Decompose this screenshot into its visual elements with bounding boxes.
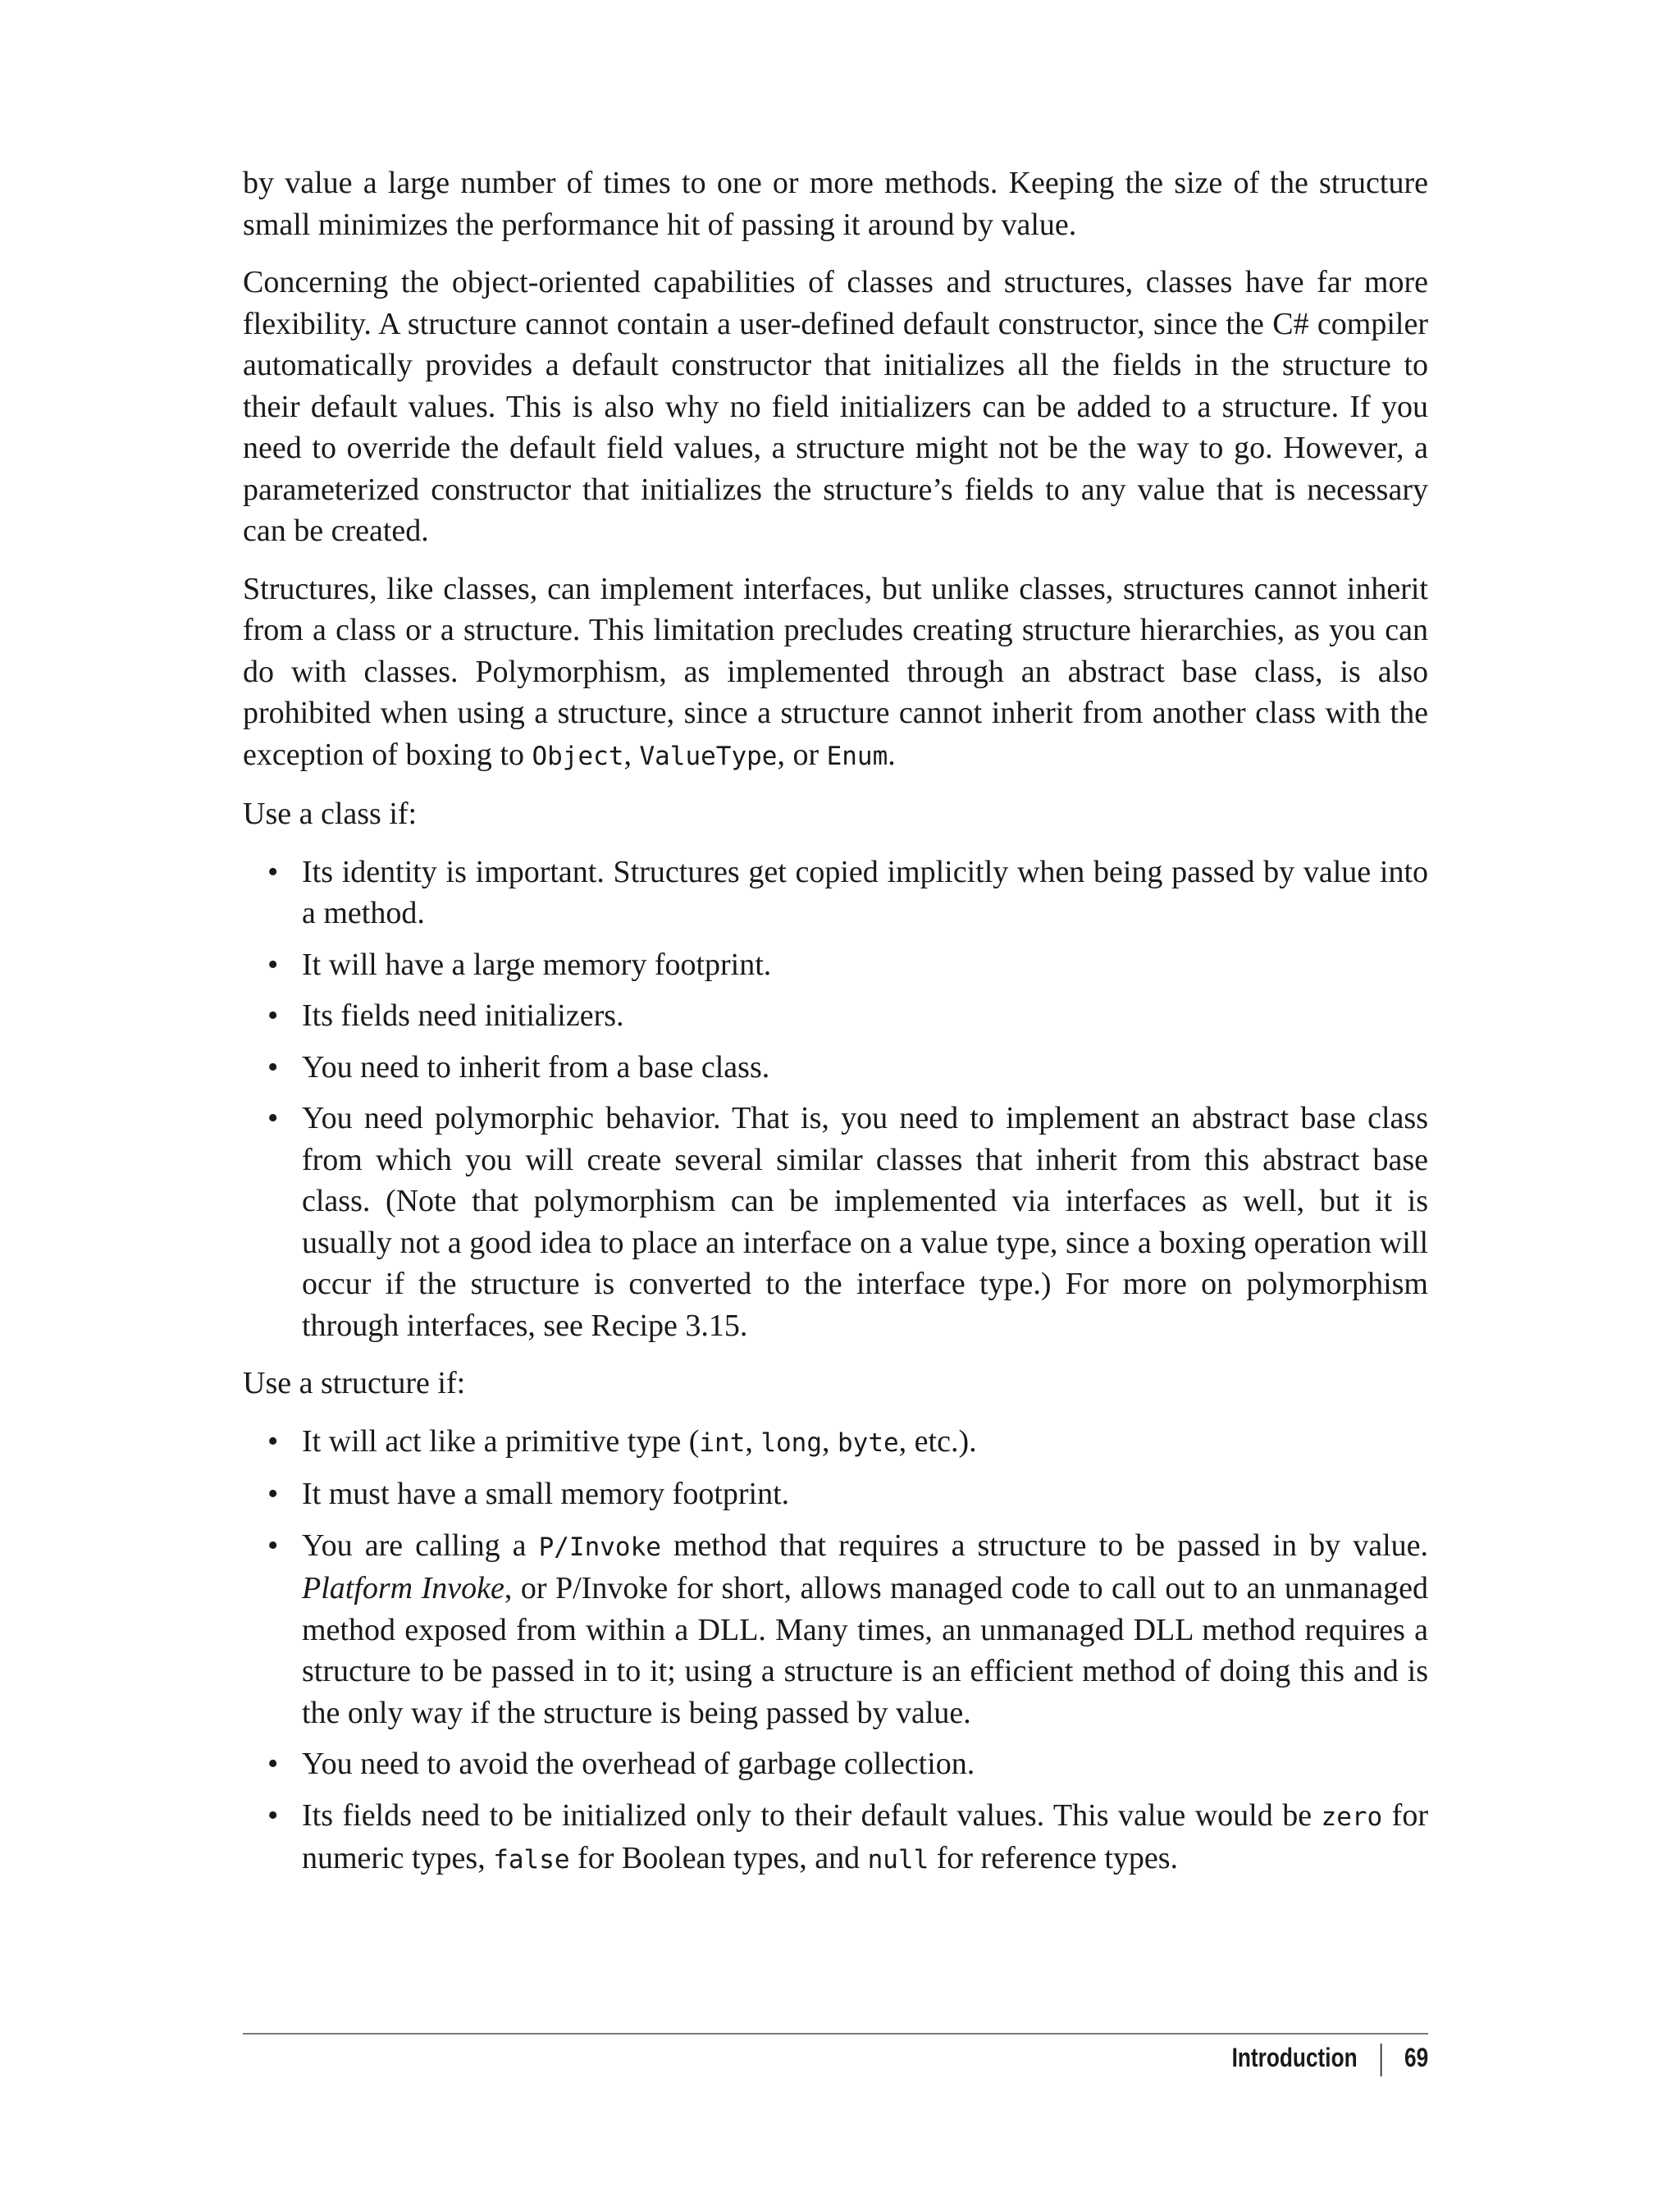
list-item-text: You need polymorphic behavior. That is, you need to implement an abstract base class from which you will create several similar classes that inherit from this abstract base class. (Note that polymorphism can be implemented via interfaces as well, but it is usually not a good idea to place an interface on a value type, since a boxing operation will occur if the structure is converted to the interface type.) For more on polymorphism through interfaces, see Recipe 3.15. <box>302 1101 1428 1343</box>
paragraph-3-text: Structures, like classes, can implement interfaces, but unlike classes, structures cannot inherit from a class or a structure. This limitation precludes creating structure hierarchies, as you can do with classes. Polymorphism, as implemented through an abstract base class, is also prohibited when using a structure, since a structure cannot inherit from another class with the exception of boxing to <box>243 571 1428 772</box>
list-item <box>243 1743 1428 1785</box>
text: You are calling a <box>302 1528 539 1563</box>
footer-separator <box>1380 2044 1381 2076</box>
struct-intro: Use a structure if: <box>243 1366 466 1400</box>
code-object: Object <box>532 741 624 771</box>
list-item <box>243 1473 1428 1515</box>
code-null: null <box>867 1845 929 1875</box>
list-item <box>243 995 1428 1037</box>
term-platform-invoke: Platform Invoke <box>302 1571 504 1605</box>
text: method that requires a structure to be passed in by value. <box>660 1528 1428 1563</box>
text-sep: , <box>822 1423 838 1459</box>
bullet-icon: • <box>267 1423 279 1459</box>
list-item <box>243 944 1428 986</box>
text-end: . <box>888 737 896 772</box>
bullet-icon: • <box>267 947 279 982</box>
list-item-text: Its identity is important. Structures get copied implicitly when being passed by value into a method. <box>302 854 1428 930</box>
class-list <box>243 852 1428 1347</box>
paragraph-2: Concerning the object-oriented capabilities of classes and structures, classes have far more flexibility. A structure cannot contain a user-defined default constructor, since the C# compiler automatically provides a default constructor that initializes all the fields in the structure to their default values. This is also why no field initializers can be added to a structure. If you need to override the default field values, a structure might not be the way to go. However, a parameterized constructor that initializes the structure’s fields to any value that is necessary can be created. <box>243 265 1428 548</box>
paragraph-1: by value a large number of times to one or more methods. Keeping the size of the structure small minimizes the performance hit of passing it around by value. <box>243 166 1428 242</box>
text: for numeric types, <box>302 1797 1428 1875</box>
code-zero: zero <box>1321 1802 1383 1832</box>
text-sep: , <box>623 737 640 772</box>
bullet-icon: • <box>267 1049 279 1085</box>
list-item <box>243 1421 1428 1464</box>
list-item-text: It must have a small memory footprint. <box>302 1477 790 1511</box>
list-item <box>243 1525 1428 1734</box>
text-sep: , <box>745 1423 761 1459</box>
text: for Boolean types, and <box>569 1841 868 1875</box>
text: , or P/Invoke for short, allows managed code to call out to an unmanaged method exposed from within a DLL. Many times, an unmanaged DLL method requires a structure to be passed in to it; using a structure is an efficient method of doing this and is the only way if the structure is being passed by value. <box>302 1571 1428 1730</box>
text: , etc.). <box>898 1423 977 1459</box>
bullet-icon: • <box>267 998 279 1033</box>
bullet-icon: • <box>267 1477 279 1511</box>
bullet-icon: • <box>267 1101 279 1135</box>
footer-rule <box>243 2033 1428 2035</box>
text: Its fields need to be initialized only to their default values. This value would be <box>302 1797 1322 1833</box>
list-item-text: You need to inherit from a base class. <box>302 1049 770 1085</box>
list-item <box>243 852 1428 934</box>
code-pinvoke: P/Invoke <box>538 1532 661 1562</box>
text: It will act like a primitive type ( <box>302 1423 700 1459</box>
text-sep: , or <box>777 737 827 772</box>
bullet-icon: • <box>267 1747 279 1781</box>
bullet-icon: • <box>267 1528 279 1563</box>
list-item-text: It will have a large memory footprint. <box>302 947 772 982</box>
footer-section-title: Introduction <box>1231 2043 1358 2072</box>
code-false: false <box>493 1845 570 1875</box>
page-body <box>243 162 1428 1898</box>
list-item <box>243 1795 1428 1881</box>
code-byte: byte <box>838 1427 899 1458</box>
code-long: long <box>760 1427 823 1458</box>
list-item-text: You need to avoid the overhead of garbage collection. <box>302 1747 975 1781</box>
paragraph-3 <box>243 569 1428 778</box>
page-footer <box>1231 2043 1428 2076</box>
code-enum: Enum <box>826 741 888 771</box>
code-int: int <box>699 1427 746 1458</box>
page-number: 69 <box>1404 2043 1428 2072</box>
list-item <box>243 1098 1428 1346</box>
bullet-icon: • <box>267 1797 279 1833</box>
code-valuetype: ValueType <box>639 741 778 771</box>
text: for reference types. <box>929 1841 1179 1875</box>
list-item <box>243 1047 1428 1089</box>
struct-list <box>243 1421 1428 1881</box>
bullet-icon: • <box>267 854 279 889</box>
list-item-text: Its fields need initializers. <box>302 998 624 1033</box>
class-intro: Use a class if: <box>243 797 418 831</box>
